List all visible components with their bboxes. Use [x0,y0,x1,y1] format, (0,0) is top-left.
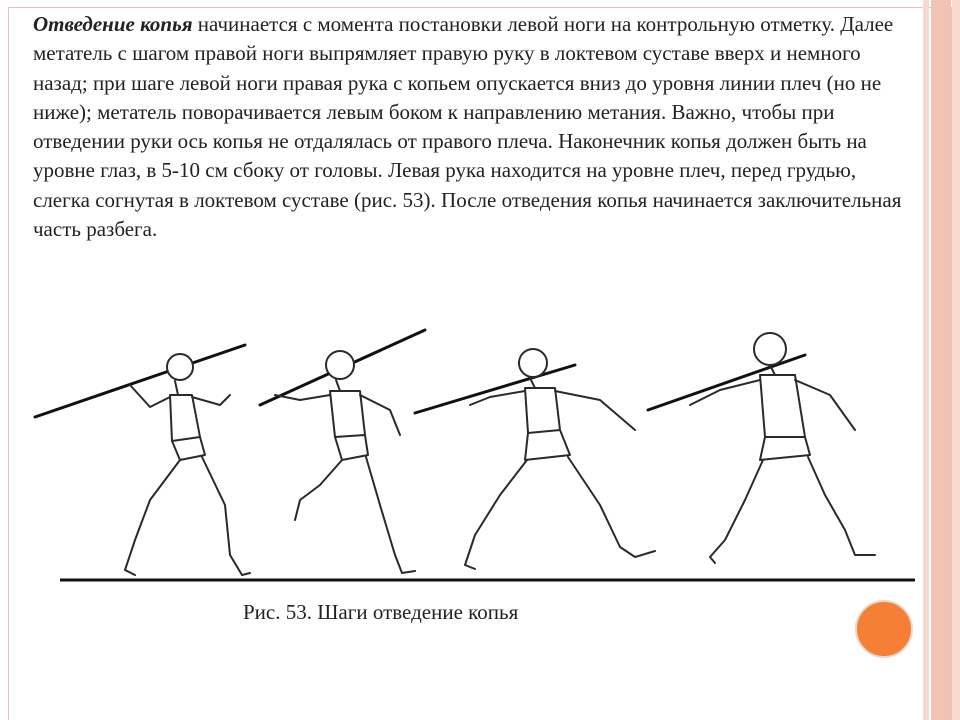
figure-caption: Рис. 53. Шаги отведение копья [243,600,519,624]
decor-stripe-outer [952,0,960,720]
javelin-1 [35,345,245,417]
body-text: начинается с момента постановки левой ноги на контрольную отметку. Далее метатель с шагом правой ноги выпрямляет правую руку в локтевом суставе вверх и немного назад; при шаге левой ноги правая рука с копьем опускается вниз до уровня линии плеч (но не ниже); метатель поворачивается левым боком к направлению метания. Важно, чтобы при отведении руки ось копья не отдалялась от правого плеча. Наконечник копья должен быть на уровне глаз, в 5-10 см сбоку от головы. Левая рука находится на уровне плеч, перед грудью, слегка согнутая в локтевом суставе (рис. 53). После отведения копья начинается заключительная часть разбега. [33,12,902,242]
javelin-4 [648,355,805,410]
orange-circle-decoration [855,600,913,658]
body-paragraph [33,10,908,244]
decor-stripe-inner [923,0,929,720]
athlete-4 [648,333,875,563]
decor-stripe-main [931,0,951,720]
javelin-figure-illustration [30,325,915,595]
term-highlight: Отведение копья [33,12,193,36]
athlete-3 [415,349,655,569]
athlete-2 [260,330,425,573]
athlete-1 [35,345,250,575]
